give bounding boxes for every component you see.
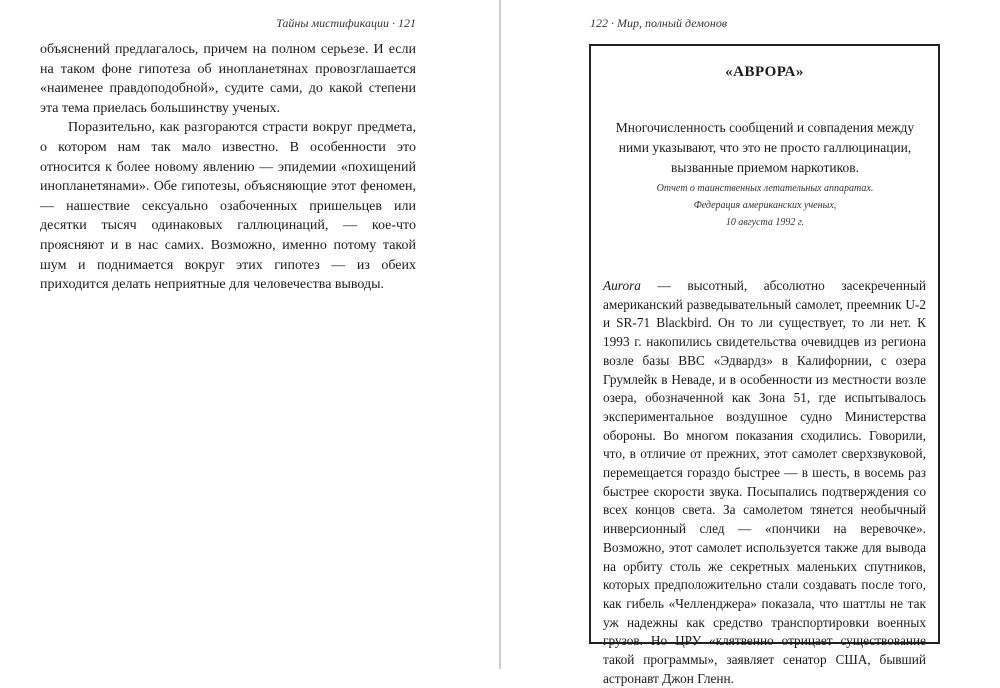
- left-running-header: Тайны мистификации · 121: [276, 16, 416, 30]
- epigraph-source: [615, 180, 915, 231]
- box-body-content: — высотный, абсолютно засекреченный американский разведывательный самолет, преемник U-2 и SR-71 Blackbird. Он то ли существует, то ли нет. К 1993 г. накопились свидетельства очевидцев из региона возле базы ВВС «Эдвардз» в Калифорнии, с озера Грумлейк в Неваде, и в особенности из местности возле озера, обозначенной как Зона 51, где испытывалось экспериментальное воздушное судно Министерства обороны. Во многом показания сходились. Говорили, что, в отличие от прежних, этот самолет сверхзвуковой, перемещается гораздо быстрее — в шесть, в восемь раз быстрее скорости звука. Посыпались подтверждения со всех концов света. За самолетом тянется необычный инверсионный след — «пончики на веревочке». Возможно, этот самолет используется также для вывода на орбиту столь же секретных маленьких спутников, которых предположительно стали создавать после того, как гибель «Челленджера» показала, что шаттлы не так уж надежны как средство транспортировки военных грузов. Но ЦРУ «клятвенно отрицает существование такой программы», заявляет сенатор США, бывший астронавт Джон Гленн.: [603, 278, 926, 686]
- epigraph-source-line: Федерация американских ученых,: [693, 200, 837, 211]
- epigraph-source-line: 10 августа 1992 г.: [725, 217, 805, 228]
- left-paragraph-1: объяснений предлагалось, причем на полном серьезе. И если на таком фоне гипотеза об инопланетянах провозглашается «наименее правдоподобной», судите сами, до какой степени эта тема приелась большинству ученых.: [40, 42, 416, 116]
- box-body-text: [603, 277, 926, 688]
- left-body-text: [40, 40, 416, 295]
- left-page: [0, 0, 499, 669]
- box-title: «АВРОРА»: [725, 64, 804, 80]
- aurora-term: Aurora: [603, 278, 641, 293]
- epigraph-source-line: Отчет о таинственных летательных аппаратах.: [656, 183, 874, 194]
- sidebar-box-aurora: [589, 44, 940, 686]
- epigraph-quote: Многочисленность сообщений и совпадения между ними указывают, что это не просто галлюцинации, вызванные приемом наркотиков.: [615, 120, 915, 175]
- left-paragraph-2: Поразительно, как разгораются страсти вокруг предмета, о котором нам так мало известно. В особенности это относится к более новому явлению — эпидемии «похищений инопланетянами». Обе гипотезы, объясняющие этот феномен, — нашествие сексуально озабоченных пришельцев или десятки тысяч одинаковых галлюцинаций, — кое-что проясняют и в нас самих. Возможно, именно потому такой шум и поднимается вокруг этих гипотез — из обеих приходится делать неприятные для человечества выводы.: [40, 120, 416, 293]
- right-running-header: 122 · Мир, полный демонов: [590, 16, 728, 30]
- right-page: [501, 0, 1000, 686]
